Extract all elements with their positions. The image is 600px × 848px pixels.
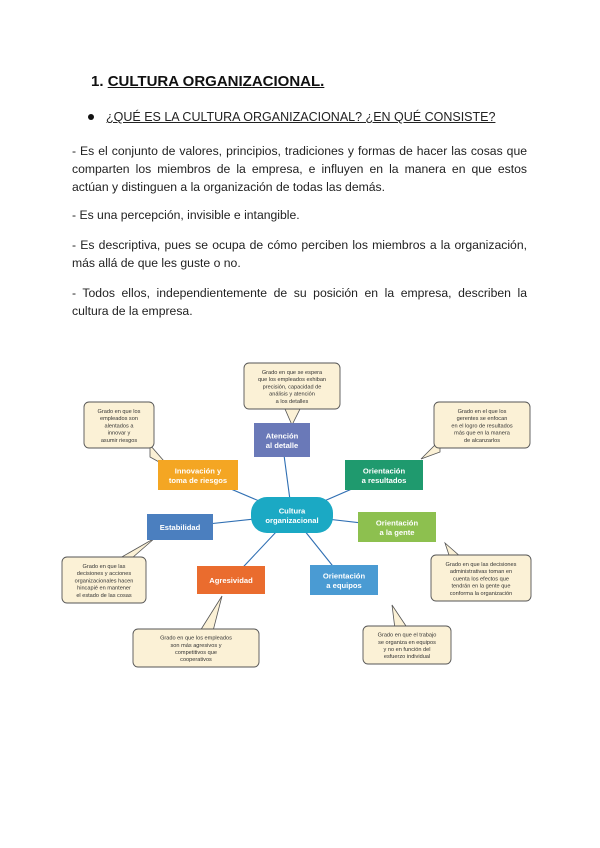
note-equipos-text-line-1: Grado en que el trabajo — [377, 632, 437, 639]
note-estabilidad-text-line-2: decisiones y acciones — [76, 571, 132, 578]
note-estabilidad-text-line-5: el estado de las cosas — [76, 592, 132, 599]
node-innovacion-label-line-2: toma de riesgos — [168, 475, 228, 485]
note-estabilidad-text-line-4: hincapié en mantener — [77, 585, 131, 592]
question-text: ¿QUÉ ES LA CULTURA ORGANIZACIONAL? ¿EN QUÉ CONSISTE? — [106, 110, 496, 124]
note-agresividad-text-line-4: cooperativos — [180, 657, 212, 664]
center-node-label-line-2: organizacional — [265, 515, 319, 525]
node-equipos-label-line-2: a equipos — [326, 580, 362, 590]
note-gente-text-line-2: administrativas toman en — [449, 569, 513, 576]
note-resultados-text-line-3: en el logro de resultados — [451, 423, 513, 430]
note-estabilidad-text-line-1: Grado en que las — [82, 563, 126, 570]
note-atencion-text-line-4: análisis y atención — [269, 391, 315, 398]
node-estabilidad-label-line-1: Estabilidad — [159, 523, 201, 533]
node-gente-label-line-1: Orientación — [375, 518, 419, 528]
note-innovacion-text-line-4: innovar y — [107, 430, 131, 437]
note-resultados-text-line-4: más que en la manera — [454, 430, 510, 437]
note-estabilidad-text-line-3: organizacionales hacen — [74, 578, 134, 585]
note-equipos-text-line-4: esfuerzo individual — [383, 654, 431, 661]
note-resultados-text-line-5: de alcanzarlos — [463, 437, 501, 444]
node-resultados-label-line-1: Orientación — [362, 466, 406, 476]
note-estabilidad-tail — [120, 538, 155, 558]
note-atencion-text-line-3: precisión, capacidad de — [262, 384, 322, 391]
note-agresividad-text-line-3: competitivos que — [175, 649, 217, 656]
paragraph-descriptive: - Es descriptiva, pues se ocupa de cómo perciben los miembros a la organización, más allá de que les guste o no. — [72, 238, 527, 270]
note-equipos-text-line-3: y no en función del — [383, 646, 431, 653]
note-resultados-text-line-2: gerentes se enfocan — [456, 416, 508, 423]
note-innovacion-text-line-1: Grado en que los — [97, 408, 141, 415]
note-atencion-tail — [285, 409, 300, 425]
node-atencion-label-line-1: Atención — [265, 431, 299, 441]
section-heading: CULTURA ORGANIZACIONAL. — [107, 73, 325, 90]
note-equipos-text-line-2: se organiza en equipos — [378, 639, 436, 646]
note-agresividad-text-line-2: son más agresivos y — [170, 642, 222, 649]
note-atencion-text-line-1: Grado en que se espera — [261, 369, 323, 376]
node-resultados-label-line-2: a resultados — [361, 475, 407, 485]
note-equipos-tail — [392, 605, 408, 629]
note-gente-text-line-3: cuenta los efectos que — [453, 576, 509, 583]
center-node-label-line-1: Cultura — [278, 506, 306, 516]
node-agresividad-label-line-1: Agresividad — [209, 576, 253, 586]
note-gente-text-line-4: tendrán en la gente que — [451, 583, 511, 590]
node-atencion-label-line-2: al detalle — [265, 440, 299, 450]
node-equipos-label-line-1: Orientación — [322, 571, 366, 581]
paragraph-perception: - Es una percepción, invisible e intangible. — [72, 208, 300, 222]
note-innovacion-text-line-5: asumir riesgos — [100, 437, 138, 444]
note-atencion-text-line-2: que los empleados exhiban — [257, 377, 327, 384]
note-atencion-text-line-5: a los detalles — [275, 398, 309, 405]
note-innovacion-text-line-3: alentados a — [104, 423, 134, 430]
section-number: 1. — [91, 73, 104, 90]
note-innovacion-text-line-2: empleados son — [100, 416, 138, 423]
note-agresividad-text-line-1: Grado en que los empleados — [160, 635, 232, 642]
note-agresividad-tail — [200, 596, 222, 631]
paragraph-members: - Todos ellos, independientemente de su posición en la empresa, describen la cultura de la empresa. — [72, 286, 527, 318]
note-resultados-text-line-1: Grado en el que los — [457, 408, 507, 415]
node-innovacion-label-line-1: Innovación y — [174, 466, 222, 476]
node-gente-label-line-2: a la gente — [379, 527, 415, 537]
paragraph-definition: - Es el conjunto de valores, principios, tradiciones y formas de hacer las cosas que comparten los miembros de la empresa, e influyen en la manera en que estos actúan y distinguen a la organización de todas las demás. — [72, 144, 527, 194]
note-gente-text-line-5: conforma la organización — [449, 590, 513, 597]
note-gente-text-line-1: Grado en que las decisiones — [445, 561, 517, 568]
